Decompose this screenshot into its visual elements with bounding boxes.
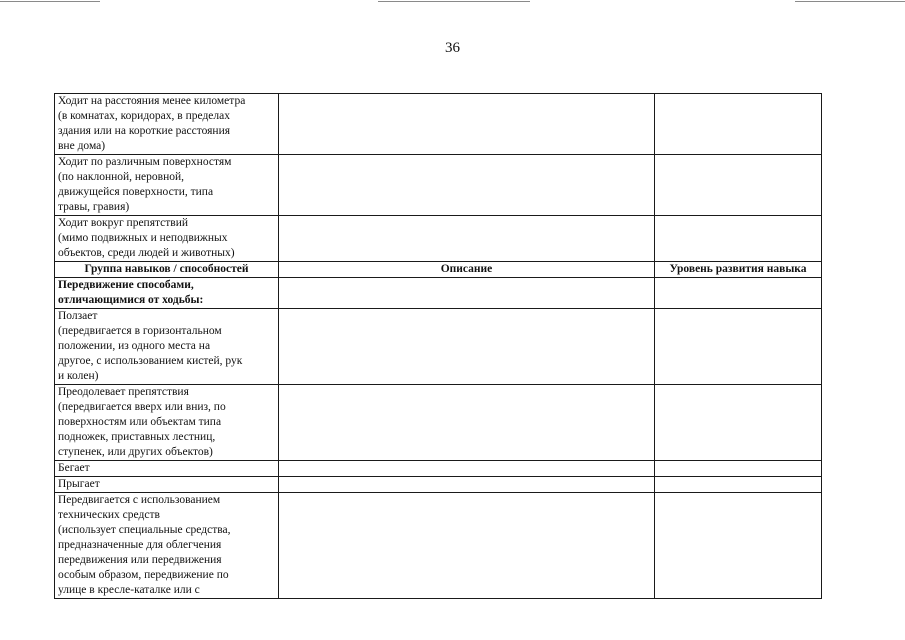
skill-cell: Ходит вокруг препятствий (мимо подвижных и неподвижных объектов, среди людей и животных): [55, 216, 279, 262]
description-cell[interactable]: [279, 493, 655, 599]
header-skill-level: Уровень развития навыка: [655, 262, 822, 278]
description-cell[interactable]: [279, 477, 655, 493]
table-row: [55, 309, 822, 385]
table-row: [55, 385, 822, 461]
level-cell[interactable]: [655, 216, 822, 262]
header-skill-group: Группа навыков / способностей: [55, 262, 279, 278]
header-description: Описание: [279, 262, 655, 278]
skills-table: [54, 93, 822, 599]
skill-cell: Прыгает: [55, 477, 279, 493]
description-cell[interactable]: [279, 309, 655, 385]
level-cell[interactable]: [655, 309, 822, 385]
table-row: [55, 461, 822, 477]
skill-cell: Ходит по различным поверхностям (по наклонной, неровной, движущейся поверхности, типа травы, гравия): [55, 155, 279, 216]
level-cell[interactable]: [655, 385, 822, 461]
skill-cell: Ходит на расстояния менее километра (в комнатах, коридорах, в пределах здания или на короткие расстояния вне дома): [55, 94, 279, 155]
description-cell[interactable]: [279, 461, 655, 477]
description-cell[interactable]: [279, 278, 655, 309]
scan-top-rule-right: [795, 1, 905, 2]
table-row: [55, 155, 822, 216]
description-cell[interactable]: [279, 94, 655, 155]
description-cell[interactable]: [279, 155, 655, 216]
section-title-cell: Передвижение способами, отличающимися от ходьбы:: [55, 278, 279, 309]
table-row: [55, 216, 822, 262]
level-cell[interactable]: [655, 493, 822, 599]
scan-top-rule-center: [378, 1, 530, 2]
description-cell[interactable]: [279, 216, 655, 262]
description-cell[interactable]: [279, 385, 655, 461]
table-header-row: [55, 262, 822, 278]
table-row: [55, 477, 822, 493]
level-cell[interactable]: [655, 477, 822, 493]
table-row: [55, 493, 822, 599]
level-cell[interactable]: [655, 278, 822, 309]
table-row: [55, 278, 822, 309]
skill-cell: Бегает: [55, 461, 279, 477]
skill-cell: Передвигается с использованием технических средств (использует специальные средства, предназначенные для облегчения передвижения или передвижения особым образом, передвижение по улице в кресле-каталке или с: [55, 493, 279, 599]
table-row: [55, 94, 822, 155]
level-cell[interactable]: [655, 461, 822, 477]
page-number: 36: [445, 40, 460, 56]
skill-cell: Преодолевает препятствия (передвигается вверх или вниз, по поверхностям или объектам типа подножек, приставных лестниц, ступенек, или других объектов): [55, 385, 279, 461]
scan-top-rule-left: [0, 1, 100, 2]
level-cell[interactable]: [655, 94, 822, 155]
level-cell[interactable]: [655, 155, 822, 216]
skill-cell: Ползает (передвигается в горизонтальном положении, из одного места на другое, с использованием кистей, рук и колен): [55, 309, 279, 385]
